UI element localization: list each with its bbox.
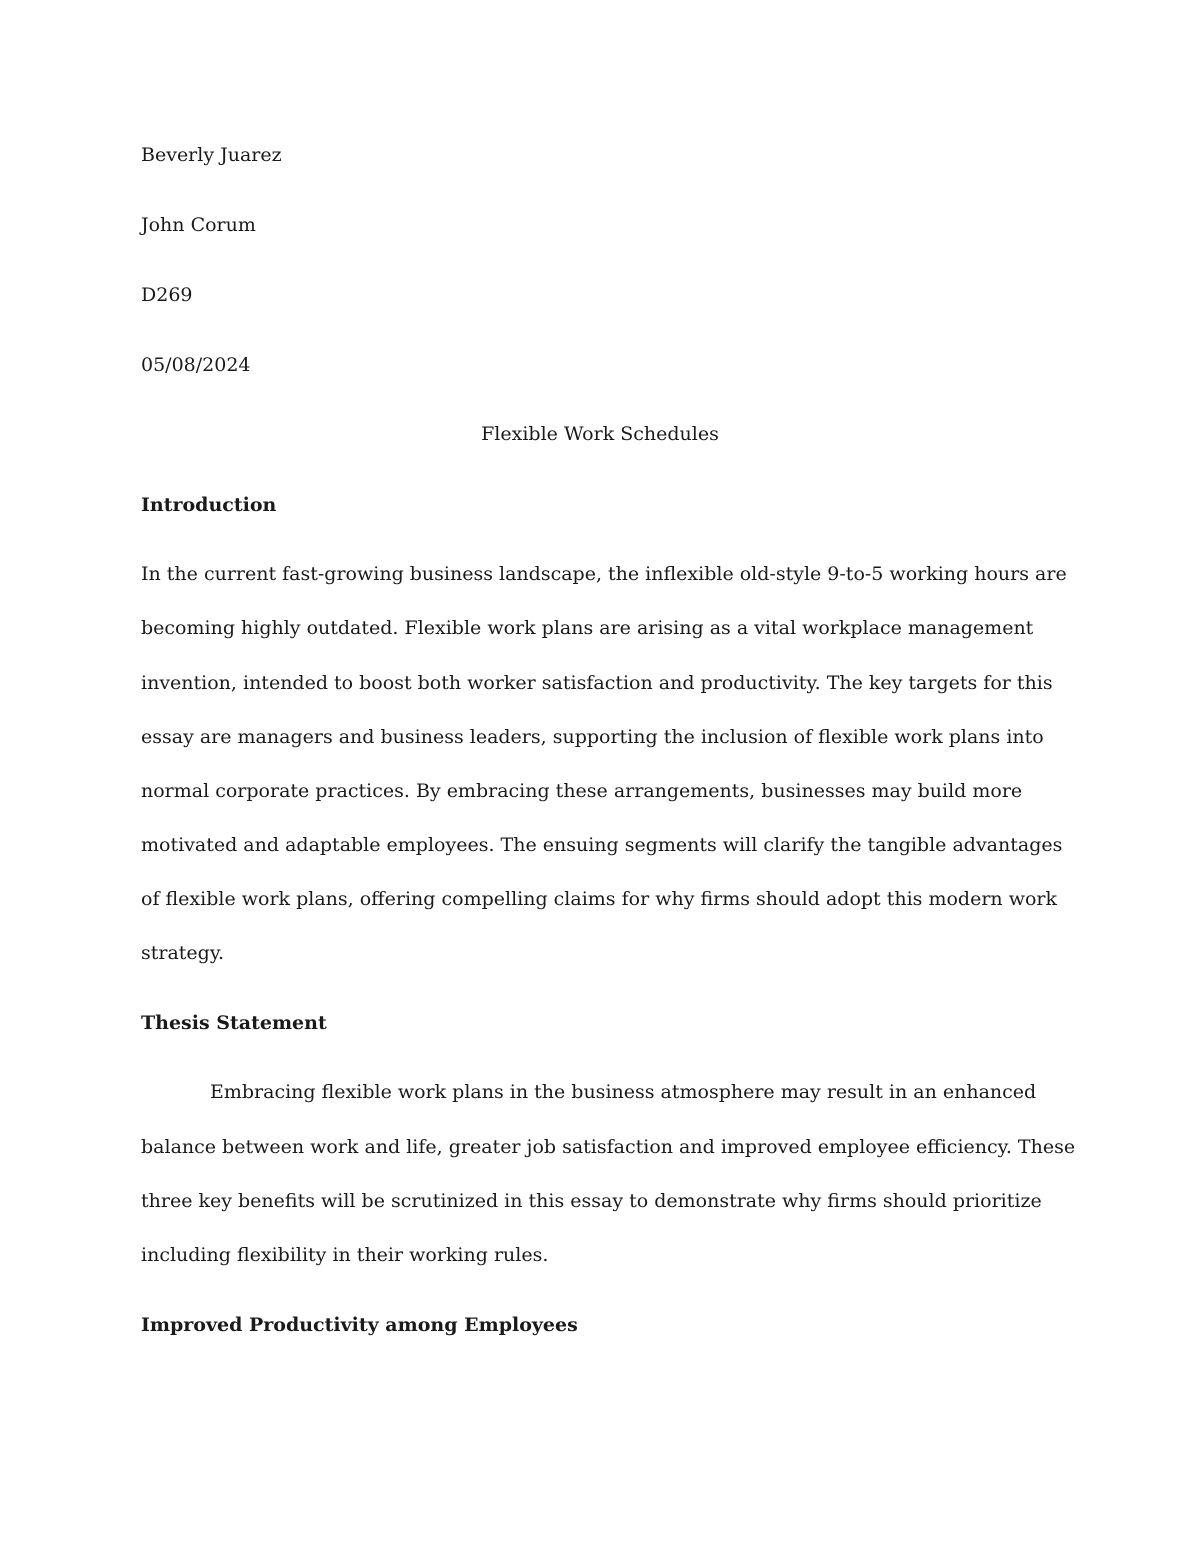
thesis-line: including flexibility in their working rules. [141, 1244, 549, 1266]
introduction-line: essay are managers and business leaders, supporting the inclusion of flexible work plans into [141, 726, 1044, 748]
thesis-line: three key benefits will be scrutinized in this essay to demonstrate why firms should prioritize [141, 1190, 1042, 1212]
productivity-heading: Improved Productivity among Employees [141, 1314, 578, 1336]
introduction-line: In the current fast-growing business landscape, the inflexible old-style 9-to-5 working hours are [141, 563, 1067, 585]
document-date: 05/08/2024 [141, 354, 251, 376]
introduction-line: strategy. [141, 942, 225, 964]
introduction-line: normal corporate practices. By embracing these arrangements, businesses may build more [141, 780, 1023, 802]
document-title: Flexible Work Schedules [481, 423, 719, 445]
thesis-line: Embracing flexible work plans in the business atmosphere may result in an enhanced [210, 1081, 1037, 1103]
instructor-name: John Corum [141, 214, 256, 236]
introduction-line: of flexible work plans, offering compelling claims for why firms should adopt this modern work [141, 888, 1057, 910]
introduction-heading: Introduction [141, 494, 277, 516]
introduction-line: becoming highly outdated. Flexible work plans are arising as a vital workplace management [141, 617, 1034, 639]
introduction-line: invention, intended to boost both worker satisfaction and productivity. The key targets for this [141, 672, 1053, 694]
course-code: D269 [141, 284, 193, 306]
introduction-line: motivated and adaptable employees. The ensuing segments will clarify the tangible advantages [141, 834, 1063, 856]
thesis-line: balance between work and life, greater job satisfaction and improved employee efficiency. These [141, 1136, 1076, 1158]
thesis-heading: Thesis Statement [141, 1012, 327, 1034]
student-name: Beverly Juarez [141, 144, 282, 166]
